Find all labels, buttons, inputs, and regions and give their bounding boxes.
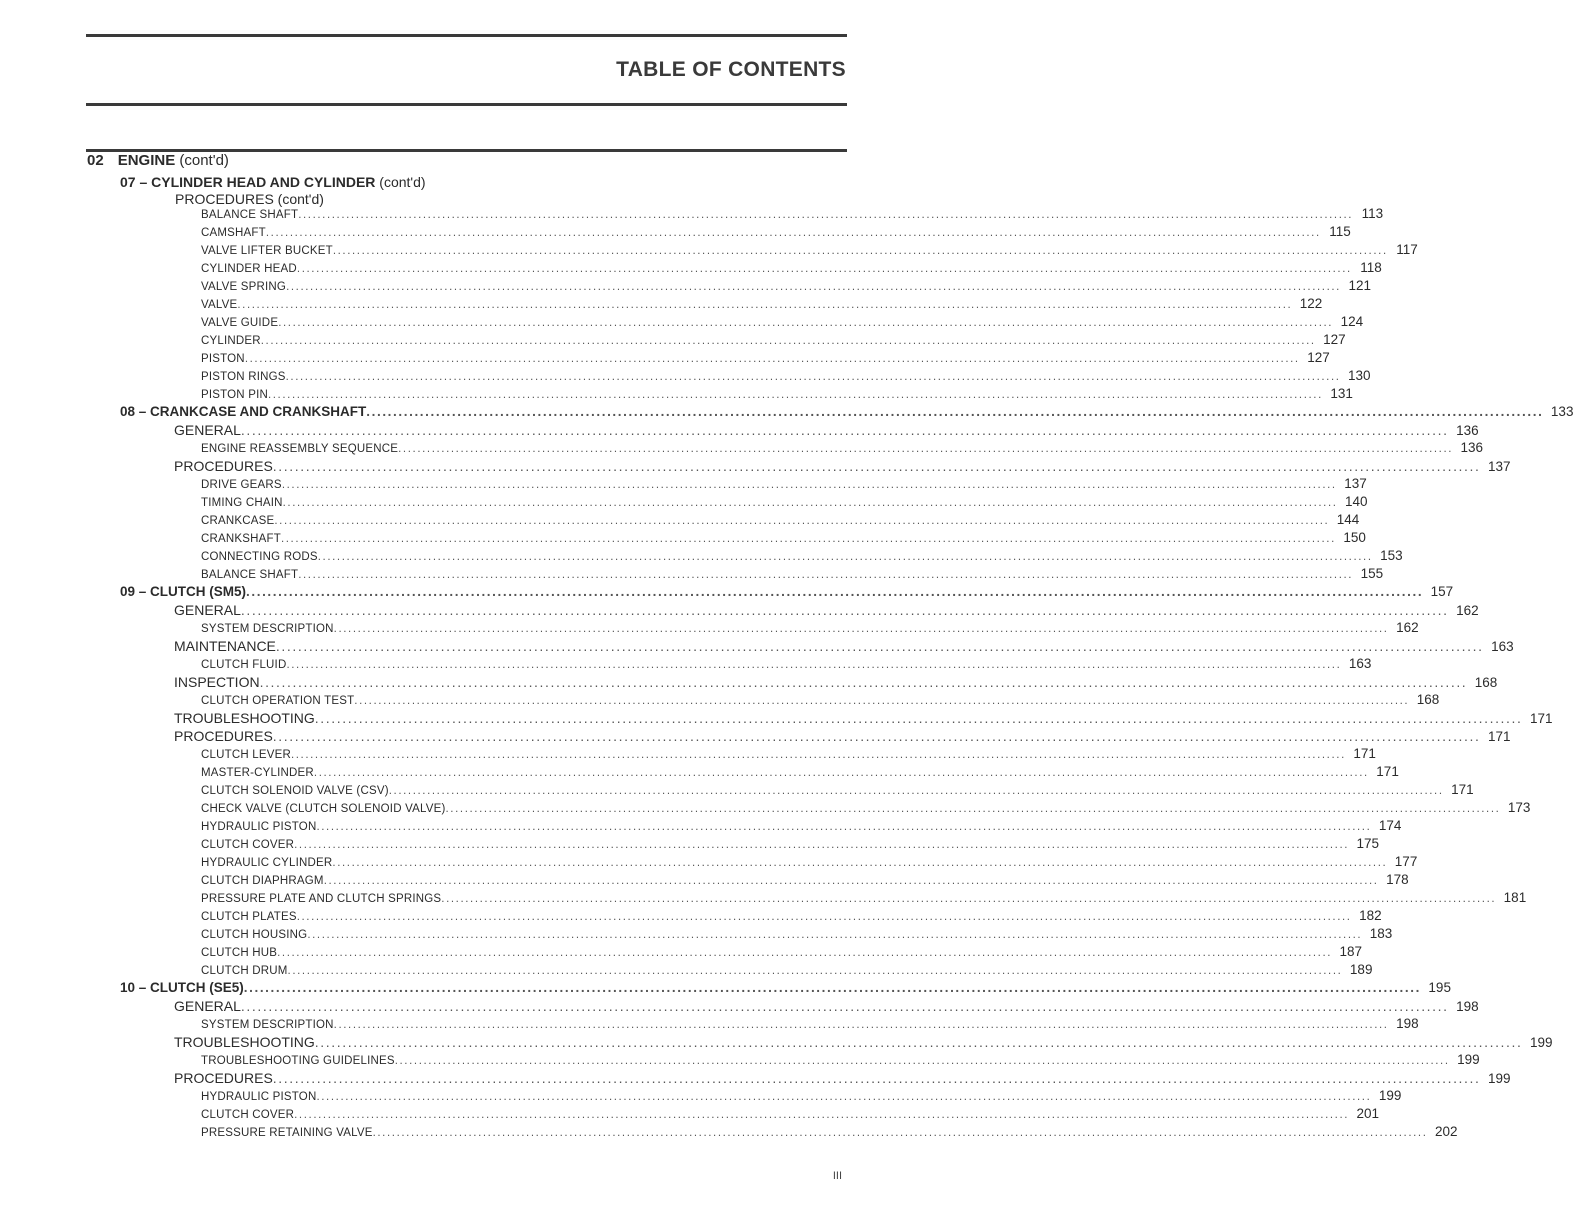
toc-entry-page: 136	[1460, 440, 1484, 455]
toc-entry[interactable]	[120, 404, 1573, 422]
toc-entry-label: 08 – CRANKCASE AND CRANKSHAFT	[120, 404, 367, 419]
toc-leader-dots: ............................................................................................................................................................................................................................	[282, 497, 1338, 509]
toc-entry-label: HYDRAULIC PISTON	[201, 1091, 317, 1103]
toc-entry-label: TIMING CHAIN	[201, 497, 283, 509]
toc-entry[interactable]	[201, 476, 1367, 494]
toc-leader-dots: ............................................................................................................................................................................................................................	[323, 875, 1379, 887]
toc-entry-label: CYLINDER	[201, 335, 261, 347]
toc-entry-page: 183	[1369, 926, 1393, 941]
toc-entry-page: 113	[1361, 206, 1384, 221]
toc-entry-label: PROCEDURES	[174, 458, 273, 474]
toc-entry[interactable]	[201, 1124, 1458, 1142]
toc-leader-dots: ............................................................................................................................................................................................................................	[316, 1091, 1372, 1103]
folio-page-number: III	[832, 1170, 842, 1182]
toc-entry-page: 177	[1394, 854, 1418, 869]
toc-entry-label: HYDRAULIC CYLINDER	[201, 857, 333, 869]
toc-entry-page: 127	[1323, 332, 1346, 347]
toc-entry-page: 168	[1416, 692, 1440, 707]
toc-entry-label: CLUTCH FLUID	[201, 659, 287, 671]
toc-entry-page: 173	[1507, 800, 1531, 815]
toc-entry-label: VALVE GUIDE	[201, 317, 279, 329]
toc-entry-page: 150	[1343, 530, 1366, 545]
toc-leader-dots: ............................................................................................................................................................................................................................	[394, 1055, 1450, 1067]
toc-entry[interactable]	[201, 296, 1323, 314]
toc-entry[interactable]	[201, 872, 1409, 890]
toc-entry[interactable]	[201, 278, 1371, 296]
toc-entry[interactable]	[201, 260, 1382, 278]
toc-entry[interactable]	[201, 656, 1372, 674]
toc-leader-dots: ............................................................................................................................................................................................................................	[240, 422, 1449, 438]
toc-leader-dots: ............................................................................................................................................................................................................................	[260, 335, 1316, 347]
toc-entry-label: PROCEDURES	[174, 728, 273, 744]
toc-entry[interactable]	[201, 854, 1418, 872]
toc-leader-dots: ............................................................................................................................................................................................................................	[281, 479, 1337, 491]
toc-entry-page: 171	[1353, 746, 1376, 761]
toc-entry[interactable]	[201, 494, 1368, 512]
toc-entry-label: BALANCE SHAFT	[201, 209, 299, 221]
toc-entry-page: 189	[1349, 962, 1373, 977]
toc-entry-label: VALVE LIFTER BUCKET	[201, 245, 333, 257]
toc-entry-page: 153	[1380, 548, 1403, 563]
toc-entry-label: CLUTCH OPERATION TEST	[201, 695, 355, 707]
toc-entry[interactable]	[201, 782, 1474, 800]
toc-entry-label: CLUTCH SOLENOID VALVE (CSV)	[201, 785, 389, 797]
toc-entry[interactable]	[201, 800, 1531, 818]
toc-entry-page: 155	[1360, 566, 1384, 581]
toc-leader-dots: ............................................................................................................................................................................................................................	[333, 623, 1389, 635]
chapter-name: ENGINE	[117, 152, 176, 169]
toc-leader-dots: ............................................................................................................................................................................................................................	[272, 1070, 1481, 1086]
toc-entry-page: 171	[1488, 729, 1511, 744]
toc-entry-label: MAINTENANCE	[174, 638, 276, 654]
toc-entry-page: 131	[1330, 386, 1353, 401]
toc-entry-page: 117	[1396, 242, 1418, 257]
toc-entry-page: 122	[1299, 296, 1323, 311]
toc-entry-label: TROUBLESHOOTING GUIDELINES	[201, 1055, 395, 1067]
toc-entry[interactable]	[201, 926, 1393, 944]
toc-entry[interactable]	[201, 692, 1440, 710]
toc-leader-dots: ............................................................................................................................................................................................................................	[296, 263, 1352, 275]
toc-entry[interactable]	[201, 332, 1346, 350]
toc-entry-label: VALVE SPRING	[201, 281, 287, 293]
toc-entry-label: CLUTCH COVER	[201, 1109, 295, 1121]
toc-entry[interactable]	[201, 818, 1402, 836]
toc-entry-label: 09 – CLUTCH (SM5)	[120, 584, 247, 599]
toc-leader-dots: ............................................................................................................................................................................................................................	[277, 947, 1333, 959]
toc-leader-dots: ............................................................................................................................................................................................................................	[265, 227, 1321, 239]
chapter-heading	[87, 152, 229, 170]
toc-entry-page: 140	[1345, 494, 1368, 509]
toc-entry[interactable]	[174, 998, 1479, 1016]
toc-entry-label: CYLINDER HEAD	[201, 263, 297, 275]
toc-entry-label: CAMSHAFT	[201, 227, 266, 239]
toc-entry-page: 175	[1356, 836, 1380, 851]
toc-entry-label: CRANKSHAFT	[201, 533, 281, 545]
toc-entry-page: 137	[1488, 459, 1511, 474]
toc-leader-dots: ............................................................................................................................................................................................................................	[333, 1019, 1389, 1031]
toc-leader-dots: ............................................................................................................................................................................................................................	[307, 929, 1363, 941]
toc-entry[interactable]	[201, 962, 1373, 980]
chapter-number: 02	[87, 152, 104, 169]
toc-entry-label: TROUBLESHOOTING	[174, 710, 315, 726]
toc-entry-page: 130	[1348, 368, 1371, 383]
toc-entry-page: 124	[1340, 314, 1364, 329]
toc-entry[interactable]	[201, 764, 1399, 782]
toc-leader-dots: ............................................................................................................................................................................................................................	[286, 659, 1342, 671]
toc-entry-page: 144	[1336, 512, 1360, 527]
toc-entry-page: 168	[1474, 675, 1498, 690]
toc-entry-page: 137	[1344, 476, 1367, 491]
toc-entry-page: 202	[1434, 1124, 1458, 1139]
toc-leader-dots: ............................................................................................................................................................................................................................	[240, 602, 1449, 618]
toc-entry-page: 163	[1491, 639, 1514, 654]
toc-entry-label: PRESSURE RETAINING VALVE	[201, 1127, 373, 1139]
toc-entry-label: GENERAL	[174, 422, 241, 438]
toc-entry-label: CLUTCH DIAPHRAGM	[201, 875, 324, 887]
toc-leader-dots: ............................................................................................................................................................................................................................	[296, 911, 1352, 923]
toc-leader-dots: ............................................................................................................................................................................................................................	[294, 1109, 1350, 1121]
toc-entry-label: CLUTCH DRUM	[201, 965, 288, 977]
toc-leader-dots: ............................................................................................................................................................................................................................	[313, 767, 1369, 779]
toc-entry-page: 199	[1530, 1035, 1553, 1050]
toc-entry-label: CLUTCH PLATES	[201, 911, 297, 923]
toc-entry[interactable]	[201, 206, 1384, 224]
toc-entry[interactable]	[201, 620, 1419, 638]
toc-entry-label: PISTON PIN	[201, 389, 268, 401]
toc-leader-dots: ............................................................................................................................................................................................................................	[280, 533, 1336, 545]
toc-leader-dots: ............................................................................................................................................................................................................................	[259, 674, 1468, 690]
toc-entry-page: 136	[1456, 423, 1479, 438]
title-bottom-rule	[86, 103, 847, 106]
toc-entry-page: 199	[1457, 1052, 1480, 1067]
toc-entry-page: 178	[1386, 872, 1409, 887]
toc-entry-page: 181	[1503, 890, 1527, 905]
toc-entry[interactable]	[174, 602, 1479, 620]
toc-leader-dots: ............................................................................................................................................................................................................................	[286, 281, 1341, 293]
toc-entry-page: 162	[1396, 620, 1419, 635]
toc-entry-label: PISTON	[201, 353, 245, 365]
toc-leader-dots: ............................................................................................................................................................................................................................	[314, 1034, 1523, 1050]
toc-entry-label: MASTER-CYLINDER	[201, 767, 314, 779]
toc-entry-page: 121	[1348, 278, 1371, 293]
toc-entry[interactable]	[174, 710, 1553, 728]
toc-leader-dots: ............................................................................................................................................................................................................................	[354, 695, 1410, 707]
toc-entry-page: 199	[1378, 1088, 1402, 1103]
toc-entry[interactable]	[201, 566, 1384, 584]
toc-entry[interactable]	[174, 458, 1511, 476]
toc-leader-dots: ............................................................................................................................................................................................................................	[332, 857, 1388, 869]
toc-leader-dots: ............................................................................................................................................................................................................................	[287, 965, 1343, 977]
toc-entry-label: SYSTEM DESCRIPTION	[201, 623, 334, 635]
toc-entry-page: 171	[1376, 764, 1399, 779]
subchapter-heading	[120, 173, 426, 191]
toc-entry[interactable]	[201, 1088, 1402, 1106]
toc-entry[interactable]	[201, 836, 1380, 854]
toc-entry-label: DRIVE GEARS	[201, 479, 282, 491]
toc-leader-dots: ............................................................................................................................................................................................................................	[316, 821, 1372, 833]
toc-leader-dots: ............................................................................................................................................................................................................................	[298, 209, 1354, 221]
toc-entry[interactable]	[174, 1070, 1511, 1088]
toc-entry[interactable]	[120, 980, 1451, 998]
toc-entry-label: GENERAL	[174, 998, 241, 1014]
toc-leader-dots: ............................................................................................................................................................................................................................	[388, 785, 1444, 797]
toc-entry-page: 171	[1530, 711, 1553, 726]
toc-leader-dots: ............................................................................................................................................................................................................................	[272, 728, 1481, 744]
toc-entry-page: 163	[1348, 656, 1372, 671]
toc-entry-page: 115	[1329, 224, 1351, 239]
toc-leader-dots: ............................................................................................................................................................................................................................	[275, 638, 1484, 654]
toc-entry[interactable]	[174, 638, 1514, 656]
toc-leader-dots: ............................................................................................................................................................................................................................	[332, 245, 1388, 257]
toc-entry[interactable]	[201, 1106, 1380, 1124]
toc-entry[interactable]	[201, 1016, 1419, 1034]
toc-entry-label: CLUTCH LEVER	[201, 749, 291, 761]
toc-entry[interactable]	[201, 908, 1382, 926]
subchapter-suffix: (cont'd)	[379, 174, 426, 190]
toc-leader-dots: ............................................................................................................................................................................................................................	[278, 317, 1334, 329]
page-title: TABLE OF CONTENTS	[616, 58, 846, 81]
toc-entry[interactable]	[201, 386, 1353, 404]
toc-leader-dots: ............................................................................................................................................................................................................................	[445, 803, 1501, 815]
toc-entry-page: 133	[1550, 404, 1573, 419]
toc-entry[interactable]	[201, 350, 1330, 368]
toc-entry-label: BALANCE SHAFT	[201, 569, 299, 581]
toc-entry-page: 199	[1488, 1071, 1511, 1086]
toc-entry[interactable]	[201, 890, 1527, 908]
toc-leader-dots: ............................................................................................................................................................................................................................	[398, 443, 1454, 455]
toc-entry[interactable]	[120, 584, 1454, 602]
toc-entry[interactable]	[201, 944, 1363, 962]
toc-entry[interactable]	[201, 242, 1418, 260]
toc-leader-dots: ............................................................................................................................................................................................................................	[243, 980, 1421, 995]
toc-entry-label: VALVE	[201, 299, 238, 311]
toc-entry[interactable]	[201, 440, 1484, 458]
toc-leader-dots: ............................................................................................................................................................................................................................	[441, 893, 1497, 905]
toc-entry-page: 182	[1359, 908, 1382, 923]
toc-entry[interactable]	[174, 422, 1479, 440]
toc-entry[interactable]	[201, 368, 1371, 386]
toc-entry-label: CLUTCH HUB	[201, 947, 278, 959]
toc-entry-label: CRANKCASE	[201, 515, 275, 527]
toc-leader-dots: ............................................................................................................................................................................................................................	[317, 551, 1373, 563]
toc-entry-page: 118	[1360, 260, 1382, 275]
toc-entry[interactable]	[201, 548, 1403, 566]
toc-entry[interactable]	[201, 512, 1360, 530]
toc-leader-dots: ............................................................................................................................................................................................................................	[237, 299, 1293, 311]
toc-entry-page: 127	[1307, 350, 1330, 365]
subchapter-name: 07 – CYLINDER HEAD AND CYLINDER	[120, 174, 376, 190]
toc-entry-label: TROUBLESHOOTING	[174, 1034, 315, 1050]
toc-entry[interactable]	[174, 728, 1511, 746]
toc-leader-dots: ............................................................................................................................................................................................................................	[246, 584, 1424, 599]
toc-entry[interactable]	[174, 674, 1498, 692]
toc-entry-label: GENERAL	[174, 602, 241, 618]
toc-leader-dots: ............................................................................................................................................................................................................................	[240, 998, 1449, 1014]
toc-entry-label: PROCEDURES	[174, 1070, 273, 1086]
toc-entry[interactable]	[174, 1034, 1553, 1052]
toc-entry-page: 195	[1428, 980, 1451, 995]
toc-entry-label: CONNECTING RODS	[201, 551, 318, 563]
toc-entry[interactable]	[201, 314, 1364, 332]
toc-leader-dots: ............................................................................................................................................................................................................................	[294, 839, 1350, 851]
toc-entry-page: 198	[1396, 1016, 1419, 1031]
toc-leader-dots: ............................................................................................................................................................................................................................	[272, 458, 1481, 474]
toc-entry-label: ENGINE REASSEMBLY SEQUENCE	[201, 443, 399, 455]
toc-entry-label: CLUTCH COVER	[201, 839, 295, 851]
toc-leader-dots: ............................................................................................................................................................................................................................	[285, 371, 1341, 383]
toc-entry-label: CHECK VALVE (CLUTCH SOLENOID VALVE)	[201, 803, 446, 815]
toc-entry-label: CLUTCH HOUSING	[201, 929, 308, 941]
toc-leader-dots: ............................................................................................................................................................................................................................	[244, 353, 1300, 365]
toc-entry[interactable]	[201, 224, 1351, 242]
toc-entry-page: 162	[1456, 603, 1479, 618]
toc-entry-label: PRESSURE PLATE AND CLUTCH SPRINGS	[201, 893, 442, 905]
toc-leader-dots: ............................................................................................................................................................................................................................	[366, 404, 1544, 419]
toc-entry-page: 201	[1356, 1106, 1380, 1121]
toc-entry-label: SYSTEM DESCRIPTION	[201, 1019, 334, 1031]
toc-leader-dots: ............................................................................................................................................................................................................................	[290, 749, 1346, 761]
toc-entry-page: 171	[1451, 782, 1474, 797]
toc-entry-page: 174	[1378, 818, 1402, 833]
chapter-suffix: (cont'd)	[179, 152, 229, 169]
toc-leader-dots: ............................................................................................................................................................................................................................	[267, 389, 1323, 401]
top-rule	[86, 34, 847, 37]
toc-leader-dots: ............................................................................................................................................................................................................................	[274, 515, 1330, 527]
toc-entry[interactable]	[201, 530, 1366, 548]
section-heading: PROCEDURES (cont'd)	[175, 191, 324, 207]
toc-entry[interactable]	[201, 1052, 1480, 1070]
toc-entry-label: HYDRAULIC PISTON	[201, 821, 317, 833]
toc-leader-dots: ............................................................................................................................................................................................................................	[298, 569, 1354, 581]
toc-entry-page: 157	[1430, 584, 1454, 599]
toc-entry[interactable]	[201, 746, 1376, 764]
toc-leader-dots: ............................................................................................................................................................................................................................	[314, 710, 1523, 726]
toc-entry-label: 10 – CLUTCH (SE5)	[120, 980, 244, 995]
toc-leader-dots: ............................................................................................................................................................................................................................	[372, 1127, 1428, 1139]
toc-entry-page: 187	[1339, 944, 1363, 959]
toc-entry-page: 198	[1456, 999, 1479, 1014]
toc-entry-label: PISTON RINGS	[201, 371, 286, 383]
toc-entry-label: INSPECTION	[174, 674, 260, 690]
